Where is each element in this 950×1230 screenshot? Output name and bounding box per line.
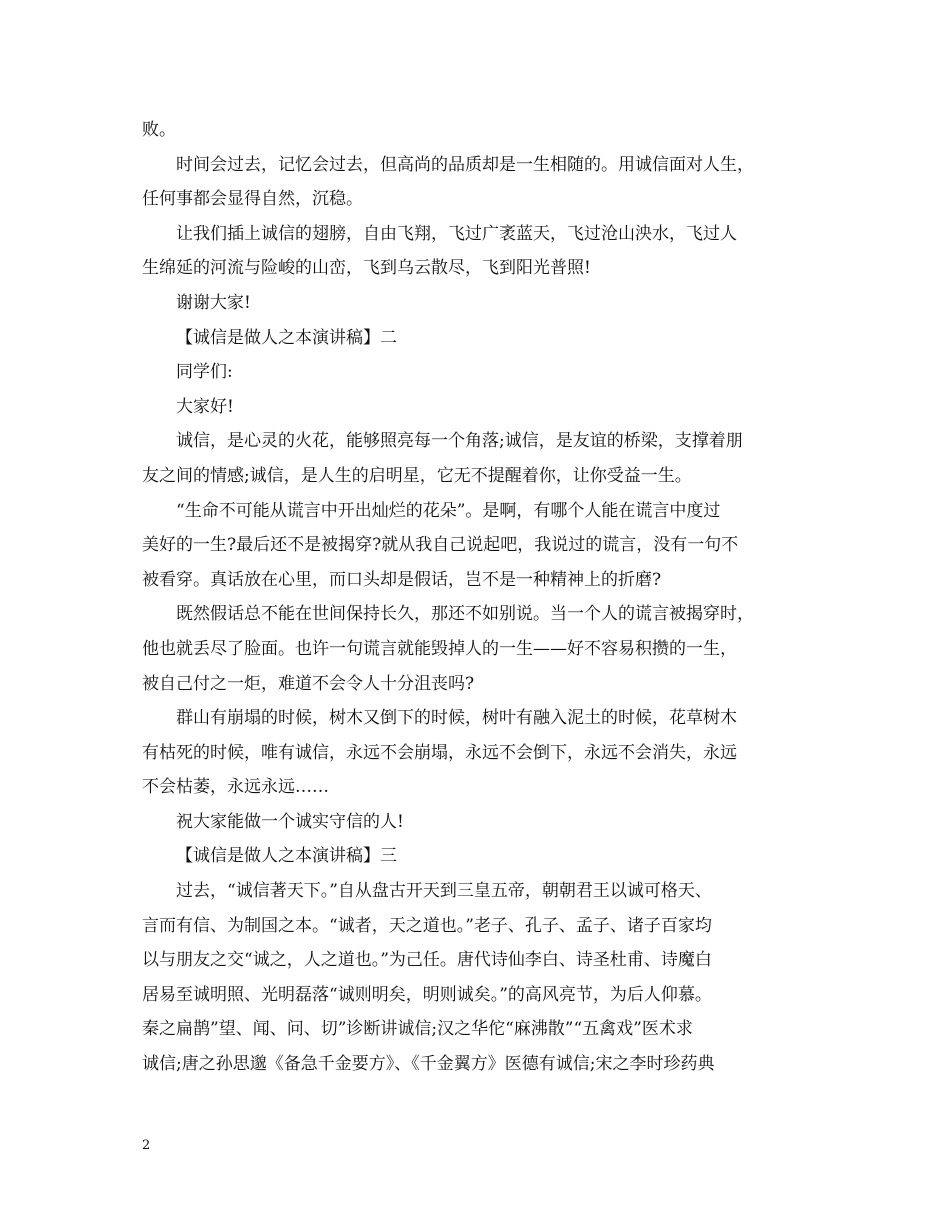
text-line: 让我们插上诚信的翅膀，自由飞翔，飞过广袤蓝天，飞过沧山泱水，飞过人 [176,223,737,244]
text-line: 败。 [142,120,176,140]
text-line: 诚信，是心灵的火花，能够照亮每一个角落;诚信，是友谊的桥梁，支撑着朋 [176,431,743,452]
text-line: 被自己付之一炬，难道不会令人十分沮丧吗? [142,673,475,694]
text-line: 同学们: [176,362,233,383]
text-line: 祝大家能做一个诚实守信的人! [176,811,404,832]
text-line: 他也就丢尽了脸面。也许一句谎言就能毁掉人的一生——好不容易积攒的一生， [142,638,737,659]
text-line: 谢谢大家! [176,292,251,313]
text-line: “生命不可能从谎言中开出灿烂的花朵”。是啊，有哪个人能在谎言中度过 [176,500,721,521]
text-line: 既然假话总不能在世间保持长久，那还不如别说。当一个人的谎言被揭穿时， [176,604,754,625]
text-line: 言而有信、为制国之本。“诚者，天之道也。”老子、孔子、孟子、诸子百家均 [142,915,712,936]
text-line: 诚信;唐之孙思邈《备急千金要方》、《千金翼方》医德有诚信;宋之李时珍药典 [142,1054,715,1075]
text-line: 被看穿。真话放在心里，而口头却是假话，岂不是一种精神上的折磨? [142,569,662,590]
page-number: 2 [142,1138,151,1153]
text-line: 以与朋友之交“诚之，人之道也。”为己任。唐代诗仙李白、诗圣杜甫、诗魔白 [142,950,712,971]
text-line: 时间会过去，记忆会过去，但高尚的品质却是一生相随的。用诚信面对人生， [176,154,754,175]
text-line: 美好的一生?最后还不是被揭穿?就从我自己说起吧，我说过的谎言，没有一句不 [142,535,739,556]
text-line: 有枯死的时候，唯有诚信，永远不会崩塌，永远不会倒下，永远不会消失，永远 [142,742,737,763]
text-line: 居易至诚明照、光明磊落“诚则明矣，明则诚矣。”的高风亮节，为后人仰慕。 [142,984,712,1005]
text-line: 群山有崩塌的时候，树木又倒下的时候，树叶有融入泥土的时候，花草树木 [176,708,737,729]
text-line: 过去，“诚信著天下。”自从盘古开天到三皇五帝，朝朝君王以诚可格天、 [176,881,712,902]
body-text [142,113,822,1082]
text-line: 任何事都会显得自然，沉稳。 [142,189,363,210]
text-line: 大家好! [176,396,234,417]
text-line: 友之间的情感;诚信，是人生的启明星，它无不提醒着你，让你受益一生。 [142,465,692,486]
text-line: 生绵延的河流与险峻的山峦，飞到乌云散尽，飞到阳光普照! [142,258,591,279]
text-line: 【诚信是做人之本演讲稿】三 [176,846,397,867]
text-line: 不会枯萎，永远永远…… [142,777,329,798]
text-line: 秦之扁鹊”望、闻、问、切”诊断讲诚信;汉之华佗“麻沸散”“五禽戏”医术求 [142,1019,693,1040]
text-line: 【诚信是做人之本演讲稿】二 [176,327,397,348]
